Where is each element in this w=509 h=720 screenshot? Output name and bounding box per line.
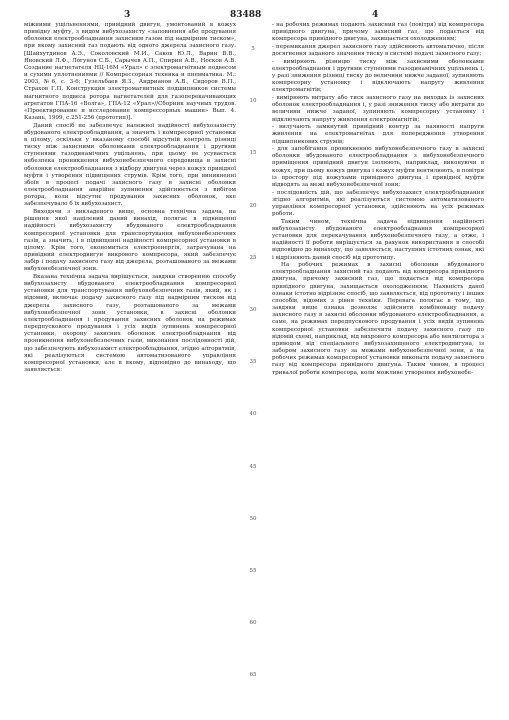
- line-number-mark: 15: [249, 150, 257, 157]
- right-text-column: [272, 22, 484, 377]
- paragraph: Виходячи з викладеного вище, основна технічна задача, на рішення якої націлений даний винахід, полягає в підвищенні надійності вибухозахисту вбудованого електрообладнання компресорної установки для транспортування вибухонебезпечних газів, а значить, і в підвищенні надійності компресорної установки в цілому. Крім того, економиться електроенергія, затрачувана на привідний електродвигун викрового компресора, який забезпечує забір і подачу захисного газу від джерела, розташованого за межами вибухонебезпечної зони.: [24, 209, 236, 273]
- paragraph: - вимірюють витрату або тиск захисного газу на виходах із захисних оболонок електрообладнання і, у разі зниження тиску або витрати до величини нижче заданої, зупиняють компресорну установку і відключають напругу живлення електромагнітів;: [272, 95, 484, 123]
- line-number-mark: 25: [249, 254, 257, 261]
- paragraph: - перемикання джерел захисного газу здійснюють автоматично, після досягнення заданого значення тиску в системі подачі захисного газу;: [272, 43, 484, 58]
- paragraph: - послідовність дій, що забезпечує вибухозахист електрообладнання згідно алгоритмів, які реалізуються системою автоматизованого управління компресорної установки, здійснюють на усіх режимах роботи.: [272, 189, 484, 218]
- paragraph: - на робочих режимах подають захисний газ (повітря) від компресора привідного двигуна, причому захисний газ, що подається від компресора привідного двигуна, захищається охолодженням;: [272, 22, 484, 43]
- line-number-mark: 10: [249, 98, 257, 105]
- paragraph: Даний спосіб не забезпечує належної надійності вибухозахисту вбудованого електрообладнання, а значить і компресорної установки в цілому, оскільки у вказаному способі відсутній контроль різниці тиску між захисними оболонками електрообладнання і другими ступенями газодинамічних ущільнень, при цьому не усувається небезпека проникнення вибухонебезпечного середовища в захисні оболонки електрообладнання з відбору двигуна через кожух привідної муфти і утворення підвищених струмів. Крім того, при виникненні збоїв в процесі подачі захисного газу в захисні оболонки електрообладнання аварійне зупинення здійснюється з вибігом ротора, коли відсутнє продування захисних оболонок, яке забезпечувало б їх вибухозахист.: [24, 122, 236, 208]
- line-number-mark: 40: [249, 411, 257, 418]
- line-number-mark: 60: [249, 620, 257, 627]
- line-number-mark: 35: [249, 359, 257, 366]
- line-number-mark: 65: [249, 672, 257, 679]
- paragraph: міжними ущільненнями, привідний двигун, умонтований в кожух привідну муфту, з видом вибухозахисту «заповнення або продування оболонки електрообладнання захисним газом під надмірним тиском», при якому захисний газ подають від одного джерела захисного газу. [Шайхутдинов А.Э., Соколовский М.И., Саков Ю.Л., Варин В.В., Яновский Л.Ф., Логунов С.Б., Сарычев А.П., Спирин А.В., Носков А.В. Создание нагнетателя НЦ-16М «Урал» с электромагнітным подвесом и сухими уплотнениями // Компрессорная техника и пневматика. М.: 2003, №6, с. 3-6; Гузельбаев Я.З., Андрианов А.В., Сидоров В.П., Страхов Г.П. Конструкция электромагнитных подшипников системы магнитного подвеса ротора нагнетателей для газоперекачивающих агрегатов ГПА-16 «Волга», ГПА-12 «Урал»//Сборник научных трудов. «Проектирование и исследование компрессорных машин» Вып. 4. Казань, 1999, с.251-256 (прототип)].: [24, 22, 236, 122]
- right-page-number: 4: [372, 10, 379, 20]
- line-number-mark: 5: [251, 46, 255, 52]
- line-number-mark: 50: [249, 515, 257, 522]
- patent-number: 83488: [230, 10, 262, 20]
- paragraph: - вилучають замкнутий привідний контур за наявності напруги живлення на електромагнітах для попередження утворення підшипникових струмів;: [272, 124, 484, 145]
- line-number-mark: 20: [249, 202, 257, 209]
- left-page-number: 3: [124, 10, 131, 20]
- paragraph: - для запобігання проникненню вибухонебезпечного газу в захисні оболонки вбудованого електрообладнання з вибухонебезпечного приміщення привідний двигун ізолюють, наприклад, виконуючи в кожух, при цьому кожух двигуна і кожух муфти вентилюють, в повітря із простору під кожухами привідного двигуна і привідної муфти відводять за межі вибухонебезпечної зони;: [272, 146, 484, 188]
- paragraph: Вказана технічна задача вирішується, завдяки створенню способу вибухозахисту вбудованого електрообладнання компресорної установки для транспортування вибухонебезпечних газів, який, як і відомий, включає подачу захисного газу під надмірним тиском від джерела захисного газу, розташованого за межами вибухонебезпечної зони установки, в захисні оболонки електрообладнання і продування захисних оболонок на режимах передпускового продування і усіх видів зупинень компресорної установки, охорону захисних оболонок електрообладнання від проникнення вибухонебезпечних газів, виконання послідовності дій, що забезпечують вибухозахист електрообладнання, згідно алгоритмів, які реалізуються системою автоматизованого управління компресорної установки, але в якому, відповідно до винаходу, що заявляється:: [24, 273, 236, 373]
- line-number-mark: 45: [249, 463, 257, 470]
- left-text-column: [24, 22, 236, 375]
- paragraph: - вимірюють різницю тиску між захисними оболонками електрообладнання і другими ступенями газодинамічних ущільнень і, у разі зниження різниці тиску до величини нижче заданої, зупиняють компресорну установку і відключають напругу живлення електромагнітів;: [272, 58, 484, 94]
- paragraph: Таким чином, технічна задача підвищення надійності вибухозахисту вбудованого електрообладнання компресорної установки для перекачування вибухонебезпечного газу, а отже, і надійності її роботи вирішується за рахунок використання в способі відповідно до винаходу, що заявляється, наступних істотних ознак, які і відрізняють даний спосіб від прототипу.: [272, 218, 484, 261]
- line-number-margin: [238, 22, 268, 712]
- line-number-mark: 30: [249, 306, 257, 313]
- line-number-mark: 55: [249, 567, 257, 574]
- paragraph: На робочих режимах в захисні оболонки вбудованого електрообладнання захисний газ подають від компресора привідного двигуна, причому захисний газ, що подається від компресора привідного двигуна, захищається охолодженням. Наявність даної ознаки істотно відрізняє спосіб, що заявляється, від прототипу і інших способів, відомих з рівня техніки. Перевага полягає в тому, що завдяки вище ознака дозволяє здійснити комбіновану подачу захисного газу в захисні оболонки вбудованого електрообладнання, а саме, на режимах передпускового продування і усіх видів зупинень компресорної установки забезпечити подачу захисного газу по відомій схемі, наприклад, від вихрового компресора або вентилятора з приводом від спеціального вибухозахищеного електродвигуна, із забором захисного газу за межами вибухонебезпечної зони, а на робочих режимах компресорної установки виконати подачу захисного газу від компресора привідного двигуна. Таким чином, в процесі тривалої роботи компресора, коли можливе утворення вибухонебе-: [272, 262, 484, 376]
